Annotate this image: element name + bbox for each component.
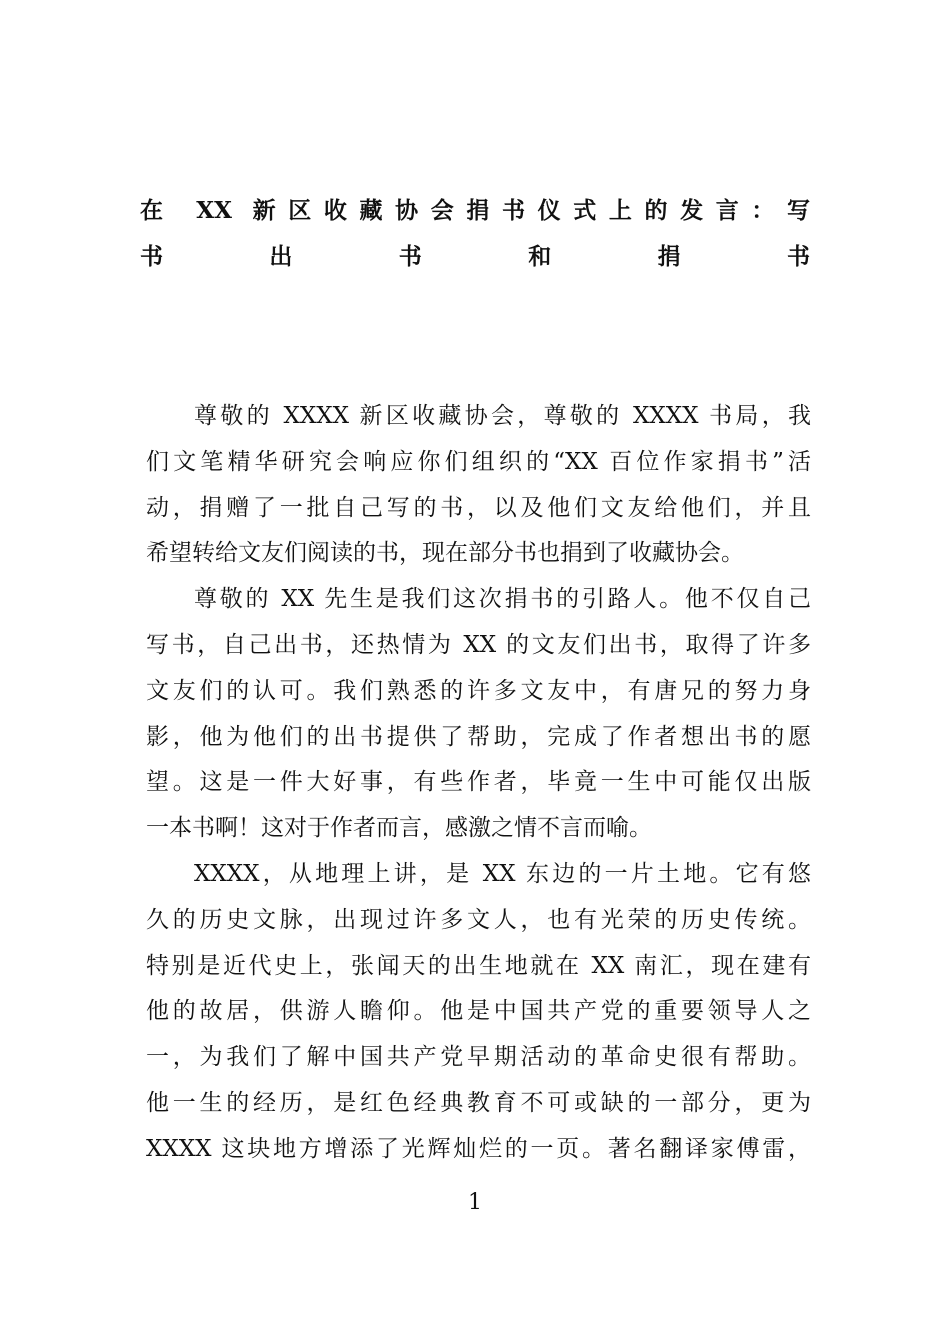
text-line: 他一生的经历，是红色经典教育不可或缺的一部分，更为 xyxy=(146,1089,811,1116)
text-line: 希望转给文友们阅读的书，现在部分书也捐到了收藏协会。 xyxy=(146,540,744,567)
title-line: 在 XX 新区收藏协会捐书仪式上的发言：写 xyxy=(140,197,810,224)
text-line: 特别是近代史上，张闻天的出生地就在 XX 南汇，现在建有 xyxy=(146,952,811,979)
paragraph-3 xyxy=(146,852,811,1173)
text-line: 一，为我们了解中国共产党早期活动的革命史很有帮助。 xyxy=(146,1044,811,1071)
text-line: 们文笔精华研究会响应你们组织的“XX 百位作家捐书”活 xyxy=(146,448,811,475)
document-body xyxy=(146,394,811,1173)
title-line: 书出书和捐书 xyxy=(140,242,810,270)
text-line: XXXX 这块地方增添了光辉灿烂的一页。著名翻译家傅雷， xyxy=(146,1135,811,1162)
page-number: 1 xyxy=(468,1190,482,1215)
document-title xyxy=(140,188,810,280)
paragraph-2 xyxy=(146,577,811,852)
paragraph-1 xyxy=(146,394,811,577)
text-line: 文友们的认可。我们熟悉的许多文友中，有唐兄的努力身 xyxy=(146,677,811,704)
text-line: 一本书啊！这对于作者而言，感激之情不言而喻。 xyxy=(146,815,652,842)
text-line: 尊敬的 XX 先生是我们这次捐书的引路人。他不仅自己 xyxy=(194,586,811,613)
text-line: 写书，自己出书，还热情为 XX 的文友们出书，取得了许多 xyxy=(146,631,811,658)
text-line: 久的历史文脉，出现过许多文人，也有光荣的历史传统。 xyxy=(146,906,811,933)
text-line: XXXX，从地理上讲，是 XX 东边的一片土地。它有悠 xyxy=(194,860,811,887)
text-line: 他的故居，供游人瞻仰。他是中国共产党的重要领导人之 xyxy=(146,998,811,1025)
text-line: 望。这是一件大好事，有些作者，毕竟一生中可能仅出版 xyxy=(146,769,811,796)
text-line: 动，捐赠了一批自己写的书，以及他们文友给他们，并且 xyxy=(146,494,811,521)
text-line: 影，他为他们的出书提供了帮助，完成了作者想出书的愿 xyxy=(146,723,811,750)
text-line: 尊敬的 XXXX 新区收藏协会，尊敬的 XXXX 书局，我 xyxy=(194,403,811,429)
